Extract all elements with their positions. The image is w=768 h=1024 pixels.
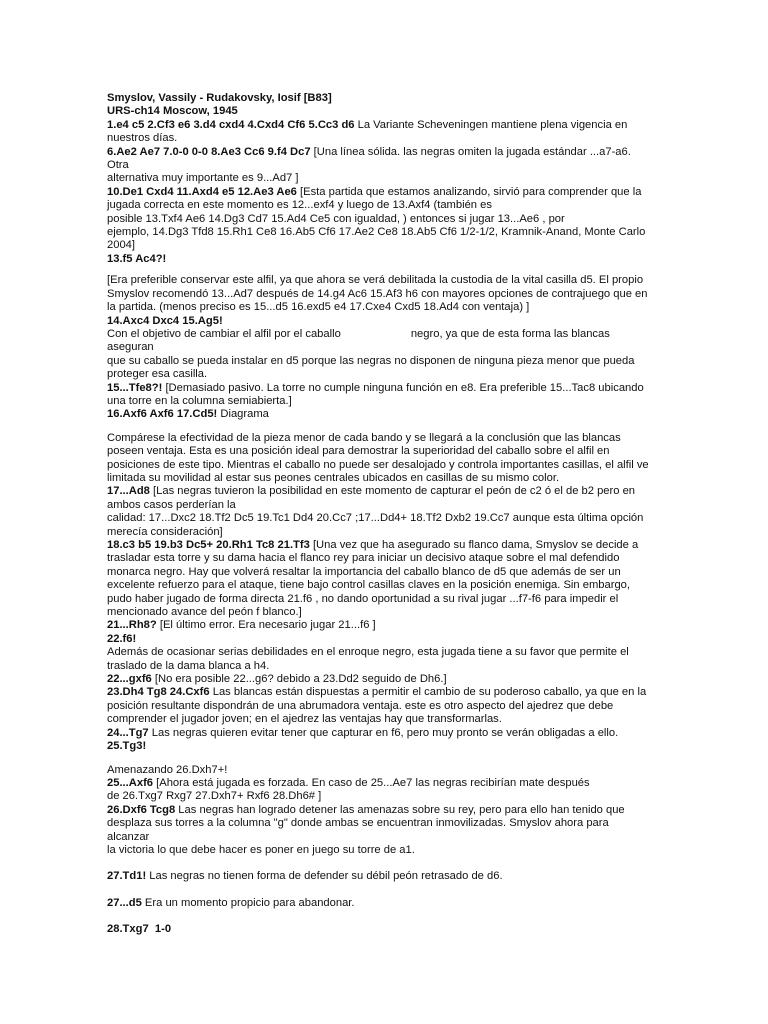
moves: 23.Dh4 Tg8 24.Cxf6 xyxy=(107,686,210,699)
comment: [Ahora está jugada es forzada. En caso de 25...Ae7 las negras recibirían mate después xyxy=(153,776,590,789)
paragraph-move27 xyxy=(107,870,653,883)
text-line: la partida. (menos preciso es 15...d5 16.exd5 e4 17.Cxe4 Cxd5 18.Ad4 con ventaja) ] xyxy=(107,301,530,314)
moves: 6.Ae2 Ae7 7.0-0 0-0 8.Ae3 Cc6 9.f4 Dc7 xyxy=(107,145,311,158)
comment: [Una vez que ha asegurado su flanco dama, Smyslov se decide a xyxy=(309,539,639,551)
move-13: 13.f5 Ac4?! xyxy=(107,252,167,265)
moves: 24...Tg7 xyxy=(107,726,149,739)
text-line: pudo haber jugado de forma directa 21.f6 , no dando oportunidad a su rival jugar ...f7-f6 para impedir el xyxy=(107,592,619,605)
paragraph-move21 xyxy=(107,619,653,632)
text-line: jugada correcta en este momento es 12...exf4 y luego de 13.Axf4 (también es xyxy=(107,199,492,212)
paragraph-move16 xyxy=(107,408,653,421)
diagram-label: Diagrama xyxy=(217,408,269,421)
text-line: limitada su movilidad al estar sus peones centrales ubicados en casillas de su mismo color. xyxy=(107,471,560,484)
text-line: ejemplo, 14.Dg3 Tfd8 15.Rh1 Ce8 16.Ab5 Cf6 17.Ae2 Ce8 18.Ab5 Cf6 1/2-1/2, Kramnik-Anand, Monte Carlo xyxy=(107,226,646,239)
moves: 27...d5 xyxy=(107,896,142,909)
comment: [Esta partida que estamos analizando, sirvió para comprender que la xyxy=(296,185,642,198)
text-line: una torre en la columna semiabierta.] xyxy=(107,394,292,407)
text-line: comprender el jugador joven; en el ajedrez las ventajas hay que transformarlas. xyxy=(107,713,502,726)
paragraph-move15 xyxy=(107,382,653,395)
text-line: proteger esa casilla. xyxy=(107,368,208,381)
moves: 26.Dxf6 Tcg8 xyxy=(107,803,176,816)
comment: Las negras no tienen forma de defender su débil peón retrasado de d6. xyxy=(146,870,503,883)
moves: 22...gxf6 xyxy=(107,673,152,686)
comment: [No era posible 22...g6? debido a 23.Dd2 seguido de Dh6.] xyxy=(151,673,447,686)
spacer xyxy=(107,266,653,274)
text-line: posición resultante dispondrán de una abrumadora ventaja. este es otro aspecto del ajedrez que debe xyxy=(107,699,614,712)
paragraph-move18 xyxy=(107,539,653,552)
text-line: ambos casos perderían la xyxy=(107,498,236,511)
comment: [El último error. Era necesario jugar 21...f6 ] xyxy=(156,619,376,632)
text-line: nuestros días. xyxy=(107,132,178,145)
spacer xyxy=(107,857,653,870)
text-line: posiciones de este tipo. Mientras el caballo no puede ser desalojado y controla importantes casillas, el alfil ve xyxy=(107,458,649,471)
comment: [Demasiado pasivo. La torre no cumple ninguna función en e8. Era preferible 15...Tac8 ubicando xyxy=(162,381,644,394)
text-line: que su caballo se pueda instalar en d5 porque las negras no disponen de ninguna pieza menor que pueda xyxy=(107,354,635,367)
comment: Las negras quieren evitar tener que capturar en f6, pero muy pronto se verán obligadas a ello. xyxy=(148,726,619,739)
paragraph-move24 xyxy=(107,727,653,740)
text-line: mencionado avance del peón f blanco.] xyxy=(107,606,302,619)
spacer xyxy=(107,754,653,764)
text-line: traslado de la dama blanca a h4. xyxy=(107,659,270,672)
text-line: poseen ventaja. Esta es una posición ideal para demostrar la superioridad del caballo sobre el alfil en xyxy=(107,445,610,458)
text-line: merecía consideración] xyxy=(107,525,223,538)
paragraph-move26 xyxy=(107,804,653,817)
moves: 10.De1 Cxd4 11.Axd4 e5 12.Ae3 Ae6 xyxy=(107,185,297,198)
paragraph-move25 xyxy=(107,777,653,790)
move-22: 22.f6! xyxy=(107,632,137,645)
paragraph-move27b xyxy=(107,897,653,910)
comment: Las negras han logrado detener las amenazas sobre su rey, pero para ello han tenido que xyxy=(175,803,625,816)
text-line: desplaza sus torres a la columna "g" donde ambas se encuentran inmovilizadas. Smyslov ahora para alcanzar xyxy=(107,817,609,843)
moves: 28.Txg7 xyxy=(107,923,149,936)
text-line: Compárese la efectividad de la pieza menor de cada bando y se llegará a la conclusión que las blancas xyxy=(107,431,621,444)
text-line: Además de ocasionar serias debilidades en el enroque negro, esta jugada tiene a su favor que permite el xyxy=(107,646,629,659)
text-line: alternativa muy importante es 9...Ad7 ] xyxy=(107,172,299,185)
comment: [Una línea sólida. las negras omiten la jugada estándar ...a7-a6. Otra xyxy=(107,145,631,172)
game-header-event: URS-ch14 Moscow, 1945 xyxy=(107,105,238,118)
comment: [Las negras tuvieron la posibilidad en este momento de capturar el peón de c2 ó el de b2 pero en xyxy=(149,485,636,498)
paragraph-move6 xyxy=(107,146,653,173)
text-line: [Era preferible conservar este alfil, ya que ahora se verá debilitada la custodia de la vital casilla d5. El propio xyxy=(107,274,644,287)
paragraph-move23 xyxy=(107,686,653,699)
move-25: 25.Tg3! xyxy=(107,740,147,753)
final-move xyxy=(107,923,653,936)
text-line: posible 13.Txf4 Ae6 14.Dg3 Cd7 15.Ad4 Ce5 con igualdad, ) entonces si jugar 13...Ae6 , por xyxy=(107,212,565,225)
comment: Con el objetivo de cambiar el alfil por el caballo xyxy=(107,327,341,340)
text-line: excelente refuerzo para el ataque, tiene bajo control casillas claves en la posición enemiga. Sin embargo, xyxy=(107,579,631,592)
spacer xyxy=(107,422,653,432)
spacer xyxy=(107,884,653,897)
paragraph-move10 xyxy=(107,186,653,199)
text-line: monarca negro. Hay que volverá resaltar la importancia del caballo blanco de d5 que además de ser un xyxy=(107,565,621,578)
comment: negro, ya que de esta forma las blancas aseguran xyxy=(107,327,610,354)
paragraph-opening xyxy=(107,119,653,132)
spacer xyxy=(107,910,653,923)
text-line: Smyslov recomendó 13...Ad7 después de 14.g4 Ac6 15.Af3 h6 con mayores opciones de contrajuego que en xyxy=(107,287,648,300)
moves: 18.c3 b5 19.b3 Dc5+ 20.Rh1 Tc8 21.Tf3 xyxy=(107,539,310,551)
text-line: de 26.Txg7 Rxg7 27.Dxh7+ Rxf6 28.Dh6# ] xyxy=(107,790,322,803)
moves: 1.e4 c5 2.Cf3 e6 3.d4 cxd4 4.Cxd4 Cf6 5.Cc3 d6 xyxy=(107,118,355,131)
text-line: 2004] xyxy=(107,239,135,252)
paragraph-move17 xyxy=(107,485,653,498)
game-result: 1-0 xyxy=(154,923,172,936)
comment: Las blancas están dispuestas a permitir el cambio de su poderoso caballo, ya que en la xyxy=(209,686,647,699)
game-header-players: Smyslov, Vassily - Rudakovsky, Iosif [B83] xyxy=(107,92,332,104)
comment: Era un momento propicio para abandonar. xyxy=(141,896,355,909)
text-line: la victoria lo que debe hacer es poner en juego su torre de a1. xyxy=(107,843,415,856)
game-annotation xyxy=(107,92,653,937)
paragraph-move22 xyxy=(107,673,653,686)
moves: 21...Rh8? xyxy=(107,619,157,632)
text-line: calidad: 17...Dxc2 18.Tf2 Dc5 19.Tc1 Dd4 20.Cc7 ;17...Dd4+ 18.Tf2 Dxb2 19.Cc7 aunque esta última opción xyxy=(107,512,644,525)
moves: 27.Td1! xyxy=(107,870,147,883)
text-line: Amenazando 26.Dxh7+! xyxy=(107,763,228,776)
moves: 17...Ad8 xyxy=(107,485,150,498)
moves: 25...Axf6 xyxy=(107,776,154,789)
move-14: 14.Axc4 Dxc4 15.Ag5! xyxy=(107,314,223,327)
text-line: trasladar esta torre y su dama hacia el flanco rey para iniciar un decisivo ataque sobre el mal defendido xyxy=(107,552,620,565)
text-line xyxy=(107,328,653,355)
comment: La Variante Scheveningen mantiene plena vigencia en xyxy=(354,118,628,131)
moves: 16.Axf6 Axf6 17.Cd5! xyxy=(107,408,218,421)
moves: 15...Tfe8?! xyxy=(107,381,163,394)
